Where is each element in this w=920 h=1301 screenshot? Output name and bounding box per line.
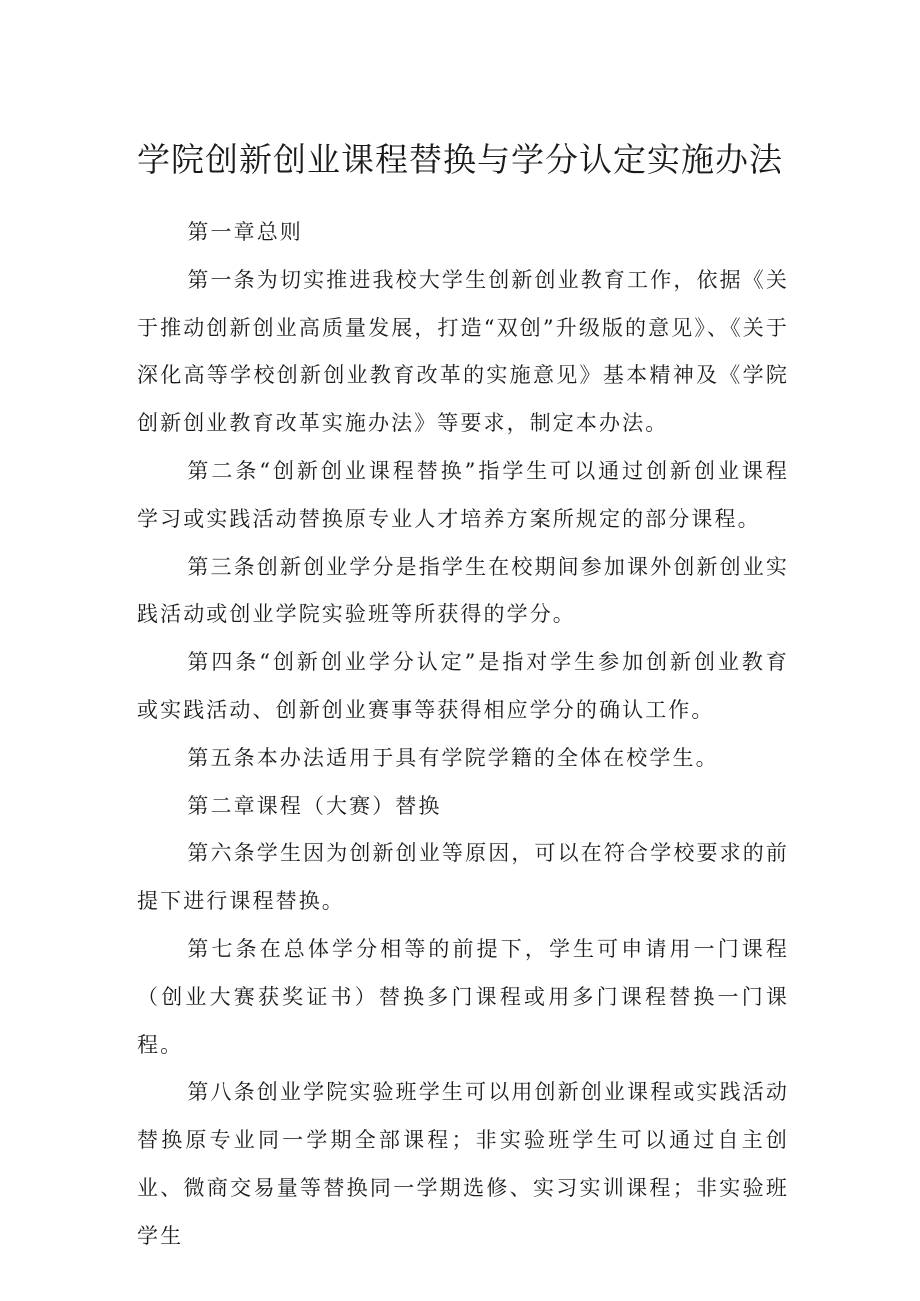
article-paragraph: 第六条学生因为创新创业等原因，可以在符合学校要求的前提下进行课程替换。: [137, 841, 789, 914]
article-paragraph: 第四条“创新创业学分认定”是指对学生参加创新创业教育或实践活动、创新创业赛事等获得相应学分的确认工作。: [137, 650, 789, 722]
article-paragraph: 第一条为切实推进我校大学生创新创业教育工作，依据《关于推动创新创业高质量发展，打造“双创”升级版的意见》、《关于深化高等学校创新创业教育改革的实施意见》基本精神及《学院创新创业教育改革实施办法》等要求，制定本办法。: [137, 267, 789, 436]
article-paragraph: 第五条本办法适用于具有学院学籍的全体在校学生。: [187, 745, 719, 770]
article-paragraph: 第七条在总体学分相等的前提下，学生可申请用一门课程（创业大赛获奖证书）替换多门课程或用多门课程替换一门课程。: [137, 936, 789, 1057]
chapter-heading: 第二章课程（大赛）替换: [187, 793, 442, 818]
document-body: [137, 209, 789, 1261]
article-paragraph: 第八条创业学院实验班学生可以用创新创业课程或实践活动替换原专业同一学期全部课程；非实验班学生可以通过自主创业、微商交易量等替换同一学期选修、实习实训课程；非实验班学生: [137, 1080, 789, 1248]
document-title: 学院创新创业课程替换与学分认定实施办法: [137, 140, 783, 179]
article-paragraph: 第二条“创新创业课程替换”指学生可以通过创新创业课程学习或实践活动替换原专业人才培养方案所规定的部分课程。: [137, 458, 789, 531]
chapter-heading: 第一章总则: [187, 220, 303, 244]
article-paragraph: 第三条创新创业学分是指学生在校期间参加课外创新创业实践活动或创业学院实验班等所获得的学分。: [137, 554, 789, 627]
